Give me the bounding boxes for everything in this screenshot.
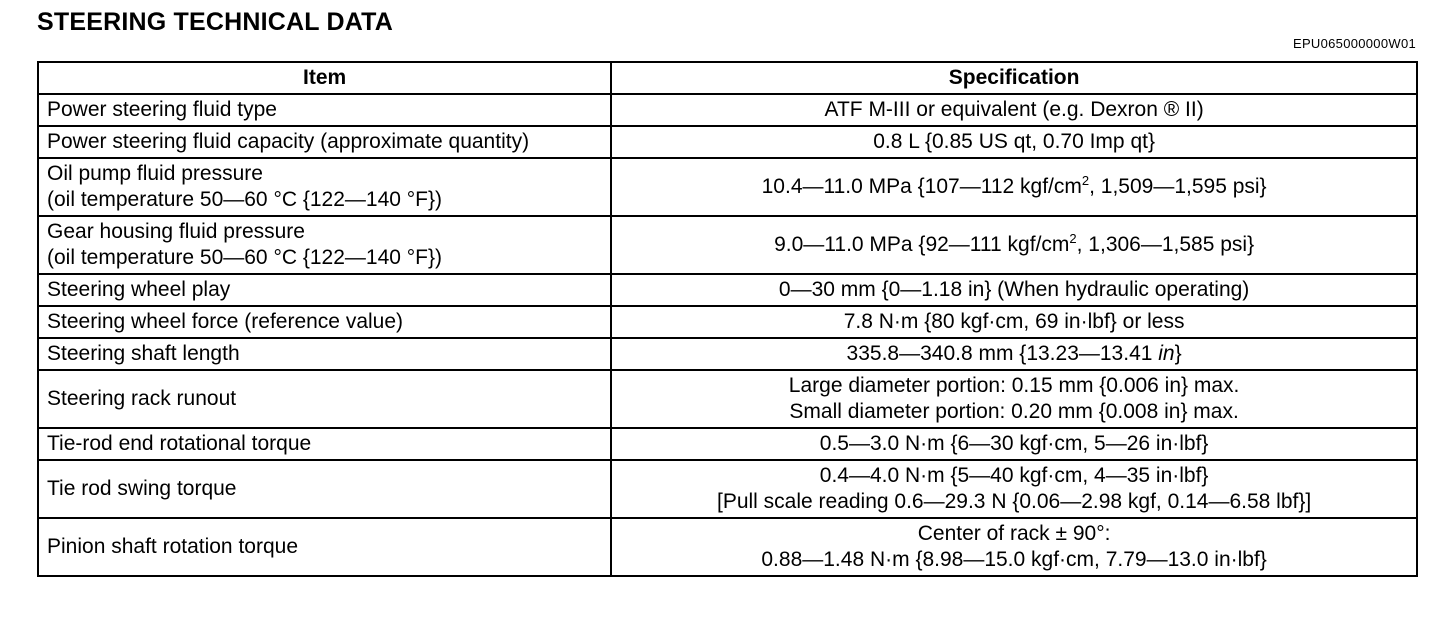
- item-cell: [38, 518, 611, 576]
- spec-text: 0.88—1.48 N·m {8.98—15.0 kgf·cm, 7.79—13.0 in·lbf}: [761, 548, 1267, 571]
- item-cell: [38, 126, 611, 158]
- spec-text-part: 335.8—340.8 mm {13.23—13.41: [846, 342, 1159, 365]
- spec-text-part: , 1,306—1,585 psi}: [1076, 233, 1255, 256]
- table-row: [38, 158, 1417, 216]
- spec-text-part: , 1,509—1,595 psi}: [1089, 175, 1267, 198]
- superscript: 2: [1069, 231, 1077, 246]
- item-cell: [38, 94, 611, 126]
- spec-text: Center of rack ± 90°:: [917, 522, 1111, 545]
- item-text: Power steering fluid type: [47, 98, 277, 121]
- spec-cell: [611, 274, 1417, 306]
- item-cell: [38, 274, 611, 306]
- item-text: Pinion shaft rotation torque: [47, 535, 298, 558]
- item-subtext: (oil temperature 50—60 °C {122—140 °F}): [47, 246, 443, 269]
- spec-cell: [611, 338, 1417, 370]
- item-cell: [38, 370, 611, 428]
- spec-text: Large diameter portion: 0.15 mm {0.006 in} max.: [788, 374, 1240, 397]
- item-text: Steering wheel force (reference value): [47, 310, 404, 333]
- column-header-item: Item: [38, 62, 611, 94]
- table-row: [38, 370, 1417, 428]
- item-text: Steering rack runout: [47, 387, 237, 410]
- spec-text: [Pull scale reading 0.6—29.3 N {0.06—2.98 kgf, 0.14—6.58 lbf}]: [716, 490, 1312, 513]
- item-cell: [38, 306, 611, 338]
- spec-cell: [611, 306, 1417, 338]
- table-row: [38, 518, 1417, 576]
- table-header-row: [38, 62, 1417, 94]
- table-row: [38, 306, 1417, 338]
- table-row: [38, 216, 1417, 274]
- superscript: 2: [1081, 173, 1090, 188]
- steering-spec-table: [37, 61, 1418, 577]
- table-row: [38, 274, 1417, 306]
- item-text: Tie rod swing torque: [47, 477, 237, 500]
- spec-text-part: 9.0—11.0 MPa {92—111 kgf/cm: [774, 233, 1070, 256]
- table-row: [38, 126, 1417, 158]
- item-text: Steering shaft length: [47, 342, 240, 365]
- spec-cell: [611, 94, 1417, 126]
- page-title: STEERING TECHNICAL DATA: [37, 8, 393, 36]
- spec-text-part: }: [1174, 342, 1182, 365]
- item-cell: [38, 216, 611, 274]
- spec-cell: [611, 126, 1417, 158]
- item-cell: [38, 338, 611, 370]
- spec-text-italic: in: [1158, 342, 1175, 365]
- table-row: [38, 428, 1417, 460]
- item-text: Power steering fluid capacity (approximate quantity): [47, 130, 530, 153]
- document-code: EPU065000000W01: [1292, 36, 1416, 51]
- spec-text: 7.8 N·m {80 kgf·cm, 69 in·lbf} or less: [843, 310, 1185, 333]
- table-row: [38, 338, 1417, 370]
- spec-text: 0.4—4.0 N·m {5—40 kgf·cm, 4—35 in·lbf}: [819, 464, 1209, 487]
- spec-cell: [611, 460, 1417, 518]
- table-row: [38, 460, 1417, 518]
- table-row: [38, 94, 1417, 126]
- spec-text: Small diameter portion: 0.20 mm {0.008 in} max.: [789, 400, 1239, 423]
- spec-text: [620, 232, 1408, 258]
- spec-text: 0.5—3.0 N·m {6—30 kgf·cm, 5—26 in·lbf}: [819, 432, 1209, 455]
- item-cell: [38, 158, 611, 216]
- item-cell: [38, 428, 611, 460]
- item-text: Oil pump fluid pressure: [47, 162, 263, 185]
- spec-text: ATF M-III or equivalent (e.g. Dexron ® II): [824, 98, 1204, 121]
- spec-text: 0—30 mm {0—1.18 in} (When hydraulic operating): [778, 278, 1250, 301]
- column-header-specification: Specification: [611, 62, 1417, 94]
- spec-cell: [611, 158, 1417, 216]
- item-subtext: (oil temperature 50—60 °C {122—140 °F}): [47, 188, 443, 211]
- spec-text: 0.8 L {0.85 US qt, 0.70 Imp qt}: [873, 130, 1155, 153]
- spec-text-part: 10.4—11.0 MPa {107—112 kgf/cm: [761, 175, 1082, 198]
- spec-cell: [611, 518, 1417, 576]
- item-text: Gear housing fluid pressure: [47, 220, 305, 243]
- spec-cell: [611, 216, 1417, 274]
- item-text: Tie-rod end rotational torque: [47, 432, 312, 455]
- spec-cell: [611, 370, 1417, 428]
- item-text: Steering wheel play: [47, 278, 231, 301]
- spec-text: [620, 341, 1408, 367]
- item-cell: [38, 460, 611, 518]
- spec-text: [620, 174, 1408, 200]
- spec-cell: [611, 428, 1417, 460]
